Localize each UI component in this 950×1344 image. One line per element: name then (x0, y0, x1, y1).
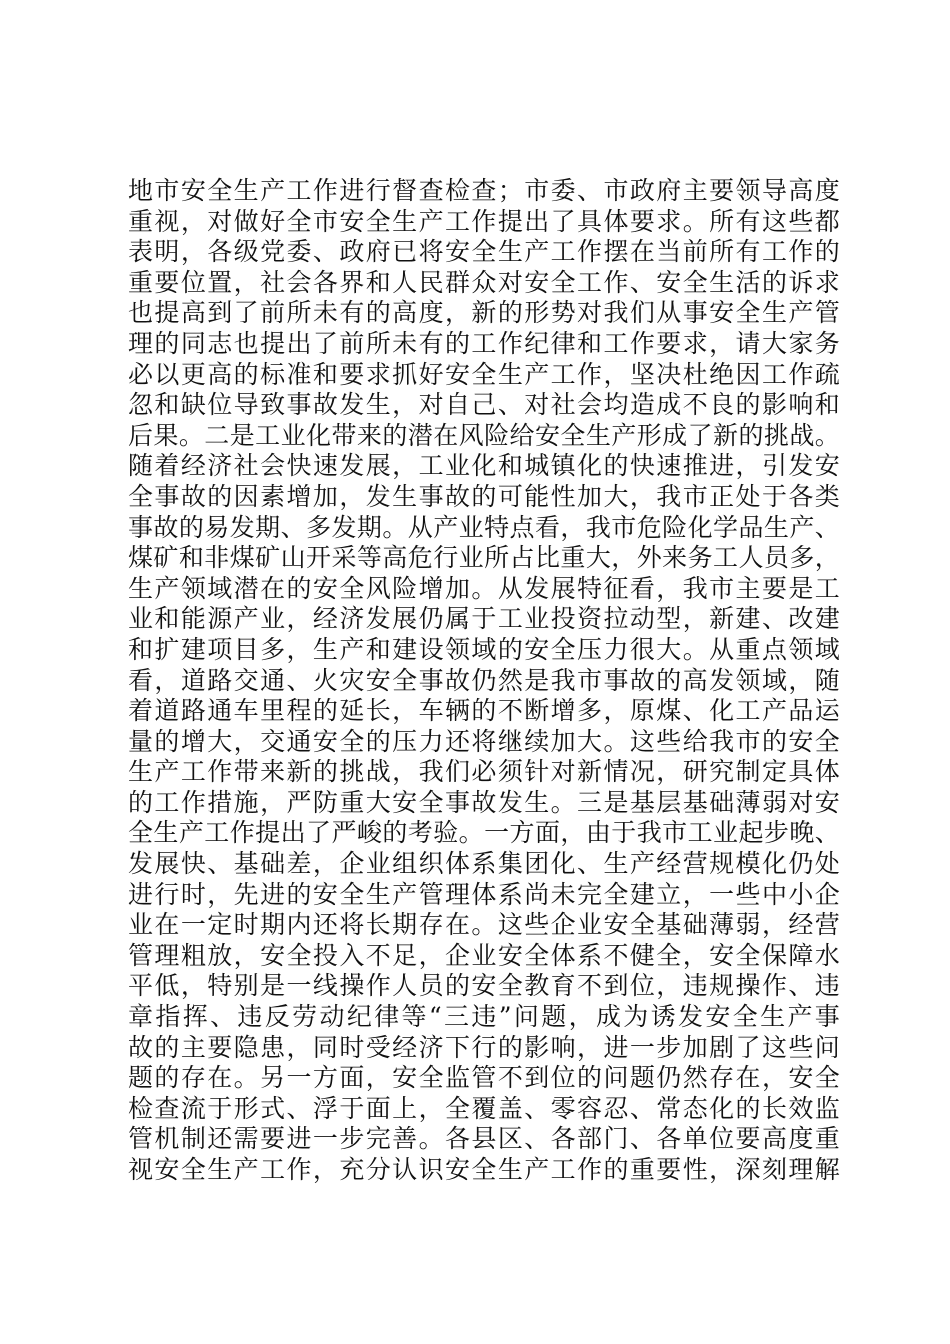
text-line: 地市安全生产工作进行督查检查；市委、市政府主要领导高度 (128, 176, 840, 205)
text-line: 检查流于形式、浮于面上，全覆盖、零容忍、常态化的长效监 (128, 1093, 840, 1123)
text-line: 后果。二是工业化带来的潜在风险给安全生产形成了新的挑战。 (128, 420, 840, 450)
text-line: 题的存在。另一方面，安全监管不到位的问题仍然存在，安全 (128, 1063, 840, 1093)
text-line: 发展快、基础差，企业组织体系集团化、生产经营规模化仍处 (128, 849, 840, 879)
text-line: 业在一定时期内还将长期存在。这些企业安全基础薄弱，经营 (128, 910, 840, 940)
text-line: 管理粗放，安全投入不足，企业安全体系不健全，安全保障水 (128, 940, 840, 970)
text-line: 生产工作带来新的挑战，我们必须针对新情况，研究制定具体 (128, 757, 840, 787)
text-line: 管机制还需要进一步完善。各县区、各部门、各单位要高度重 (128, 1124, 840, 1154)
body-text (128, 176, 840, 1186)
text-line: 必以更高的标准和要求抓好安全生产工作，坚决杜绝因工作疏 (128, 359, 840, 389)
text-line: 业和能源产业，经济发展仍属于工业投资拉动型，新建、改建 (128, 604, 840, 634)
text-line: 也提高到了前所未有的高度，新的形势对我们从事安全生产管 (128, 298, 840, 328)
text-line: 进行时，先进的安全生产管理体系尚未完全建立，一些中小企 (128, 879, 840, 909)
text-line: 的工作措施，严防重大安全事故发生。三是基层基础薄弱对安 (128, 787, 840, 817)
text-line: 量的增大，交通安全的压力还将继续加大。这些给我市的安全 (128, 726, 840, 756)
text-line: 随着经济社会快速发展，工业化和城镇化的快速推进，引发安 (128, 451, 840, 481)
text-line: 着道路通车里程的延长，车辆的不断增多，原煤、化工产品运 (128, 696, 840, 726)
text-line: 忽和缺位导致事故发生，对自己、对社会均造成不良的影响和 (128, 390, 840, 420)
text-line: 全事故的因素增加，发生事故的可能性加大，我市正处于各类 (128, 481, 840, 511)
text-line: 生产领域潜在的安全风险增加。从发展特征看，我市主要是工 (128, 573, 840, 603)
text-line: 重要位置，社会各界和人民群众对安全工作、安全生活的诉求 (128, 267, 840, 297)
text-line: 看，道路交通、火灾安全事故仍然是我市事故的高发领域，随 (128, 665, 840, 695)
text-line: 全生产工作提出了严峻的考验。一方面，由于我市工业起步晚、 (128, 818, 840, 848)
text-line: 表明，各级党委、政府已将安全生产工作摆在当前所有工作的 (128, 237, 840, 267)
text-line: 理的同志也提出了前所未有的工作纪律和工作要求，请大家务 (128, 328, 840, 358)
text-line: 故的主要隐患，同时受经济下行的影响，进一步加剧了这些问 (128, 1032, 840, 1062)
text-line: 平低，特别是一线操作人员的安全教育不到位，违规操作、违 (128, 971, 840, 1001)
text-line: 重视，对做好全市安全生产工作提出了具体要求。所有这些都 (128, 206, 840, 236)
text-line: 和扩建项目多，生产和建设领域的安全压力很大。从重点领域 (128, 634, 840, 664)
text-line: 煤矿和非煤矿山开采等高危行业所占比重大，外来务工人员多， (128, 543, 840, 573)
text-line: 事故的易发期、多发期。从产业特点看，我市危险化学品生产、 (128, 512, 840, 542)
text-line: 视安全生产工作，充分认识安全生产工作的重要性，深刻理解 (128, 1155, 840, 1184)
text-line: 章指挥、违反劳动纪律等“三违”问题，成为诱发安全生产事 (128, 1002, 840, 1032)
